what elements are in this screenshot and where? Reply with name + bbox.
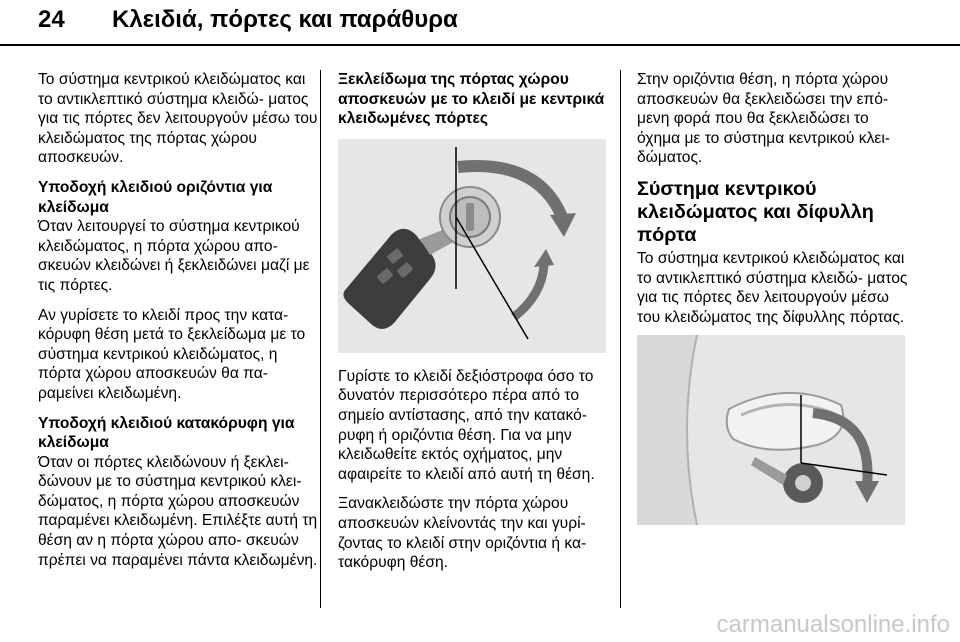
page-header (0, 0, 960, 44)
column-divider (320, 70, 321, 608)
chapter-title: Κλειδιά, πόρτες και παράθυρα (112, 6, 458, 33)
column-divider (620, 70, 621, 608)
rotate-small-arrow (514, 265, 544, 317)
heading-vertical-lock: Υποδοχή κλειδιού κατακόρυφη για κλείδωμα (38, 414, 295, 452)
heading-unlock-with-key: Ξεκλείδωμα της πόρτας χώρου αποσκευών με το κλειδί με κεντρικά κλειδωμένες πόρτες (338, 71, 605, 128)
header-rule (0, 44, 960, 46)
page-number: 24 (38, 6, 65, 33)
paragraph-relock: Ξανακλειδώστε την πόρτα χώρου αποσκευών κλείνοντάς την και γυρί- ζοντας το κλειδί στην οριζόντια ή κα- τακόρυφη θέση. (338, 495, 587, 572)
paragraph-intro: Το σύστημα κεντρικού κλειδώματος και το αντικλεπτικό σύστημα κλειδώ- ματος για τις πόρτες δεν λειτουργούν μέσω του κλειδώματος της πόρτας χώρου αποσκευών. (38, 71, 318, 167)
tailgate-lock-illustration (338, 139, 606, 353)
column-right (637, 70, 915, 525)
heading-double-door: Σύστημα κεντρικού κλειδώματος και δίφυλλη πόρτα (637, 177, 874, 246)
paragraph-horizontal-2: Αν γυρίσετε το κλειδί προς την κατα- κόρυφη θέση μετά το ξεκλείδωμα με το σύστημα κεντρικού κλειδώματος, η πόρτα χώρου αποσκευών θα πα- ραμείνει κλειδωμένη. (38, 306, 306, 402)
key-fob-icon (343, 223, 466, 329)
paragraph-horizontal-unlock: Στην οριζόντια θέση, η πόρτα χώρου αποσκευών θα ξεκλειδώσει την επό- μενη φορά που θα ξεκλειδώσει το όχημα με το σύστημα κεντρικού κλει- δώματος. (637, 71, 890, 167)
lock-cylinder-icon (440, 187, 500, 247)
double-door-lock-illustration (637, 335, 905, 525)
paragraph-horizontal-1: Όταν λειτουργεί το σύστημα κεντρικού κλειδώματος, η πόρτα χώρου απο- σκευών κλειδώνει ή ξεκλειδώνει μαζί με τις πόρτες. (38, 218, 310, 294)
heading-horizontal-lock: Υποδοχή κλειδιού οριζόντια για κλείδωμα (38, 178, 273, 216)
door-handle-icon (727, 393, 844, 450)
paragraph-vertical: Όταν οι πόρτες κλειδώνουν ή ξεκλει- δώνουν με το σύστημα κεντρικού κλει- δώματος, η πόρτα χώρου αποσκευών παραμένει κλειδωμένη. Επιλέξτε αυτή τη θέση αν η πόρτα χώρου απο- σκευών πρέπει να παραμένει πάντα κλειδωμένη. (38, 453, 318, 569)
column-left (38, 70, 318, 580)
paragraph-double-door: Το σύστημα κεντρικού κλειδώματος και το αντικλεπτικό σύστημα κλειδώ- ματος για τις πόρτες δεν λειτουργούν μέσω του κλειδώματος της δίφυλλης πόρτας. (637, 249, 908, 326)
watermark: carmanualsonline.info (716, 611, 950, 638)
paragraph-turn-key: Γυρίστε το κλειδί δεξιόστροφα όσο το δυνατόν περισσότερο πέρα από το σημείο αντίστασης, από την κατακό- ρυφη ή οριζόντια θέση. Για να μην κλειδωθείτε εκτός οχήματος, μην αφαιρείτε το κλειδί από αυτή τη θέση. (338, 367, 595, 483)
column-middle (338, 70, 608, 583)
